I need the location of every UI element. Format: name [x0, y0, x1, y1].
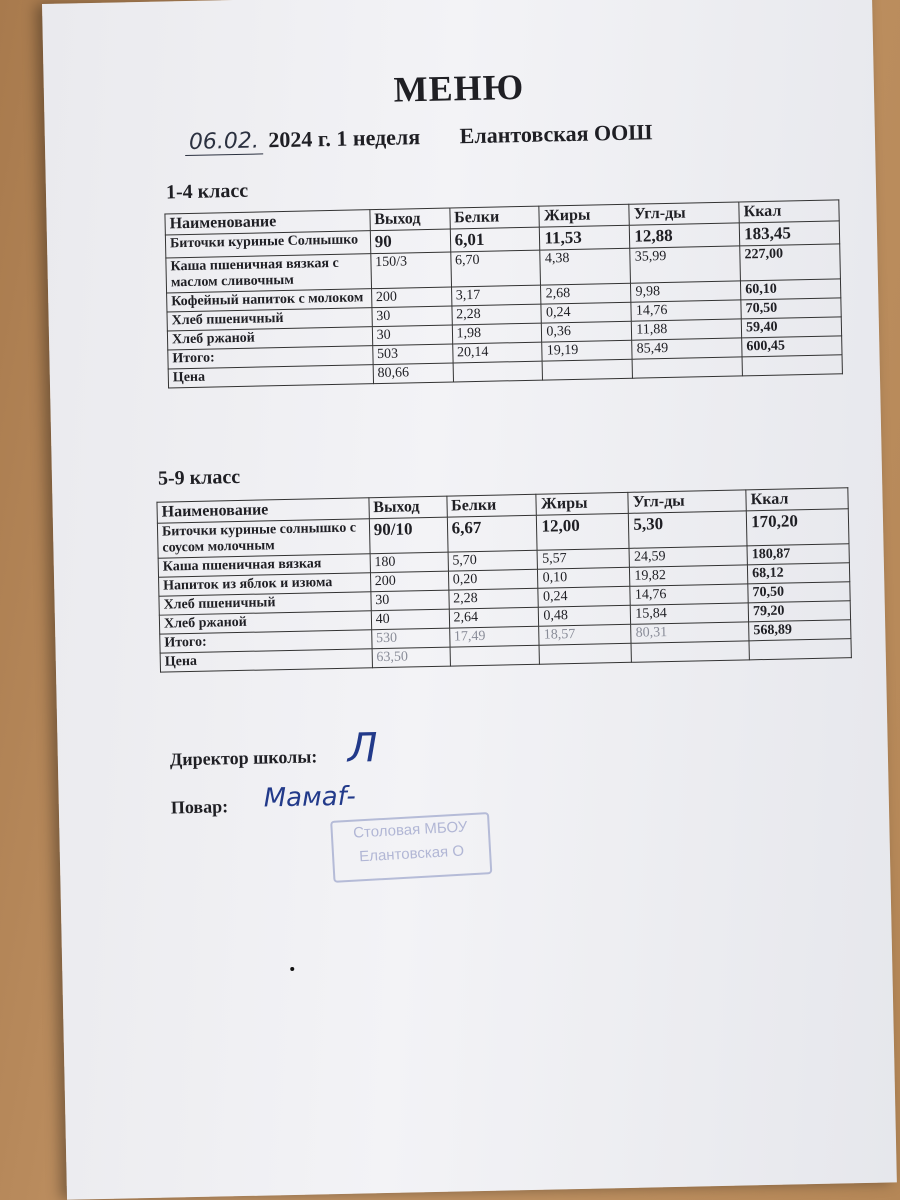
- cell-yield: 200: [371, 287, 451, 308]
- cell-protein: 6,67: [447, 515, 538, 552]
- cell-carbs: 9,98: [631, 281, 741, 302]
- stamp-line-1: Столовая МБОУ: [352, 818, 468, 842]
- cell-carbs: 14,76: [630, 584, 748, 605]
- cell-fat: 12,00: [537, 513, 630, 550]
- empty-cell: [540, 643, 632, 664]
- dish-name: Каша пшеничная вязкая с маслом сливочным: [166, 254, 371, 293]
- cell-carbs: 5,30: [629, 511, 747, 548]
- total-kcal: 568,89: [749, 620, 851, 641]
- ink-dot: [290, 967, 294, 971]
- cell-protein: 5,70: [448, 550, 538, 571]
- total-fat: 18,57: [539, 624, 631, 645]
- dish-name: Кофейный напиток с молоком: [167, 289, 372, 312]
- cook-signature: Мамаf-: [263, 781, 356, 814]
- total-yield: 530: [371, 628, 449, 649]
- cell-fat: 0,24: [541, 302, 631, 323]
- cell-kcal: 170,20: [746, 509, 849, 546]
- cell-carbs: 12,88: [630, 223, 740, 248]
- column-header: Жиры: [536, 492, 628, 515]
- cell-kcal: 70,50: [741, 298, 841, 319]
- column-header: Белки: [449, 206, 539, 229]
- total-carbs: 80,31: [631, 622, 749, 643]
- school-name: Елантовская ООШ: [459, 119, 653, 149]
- cell-kcal: 68,12: [748, 563, 850, 584]
- cell-carbs: 11,88: [632, 319, 742, 340]
- dish-name: Хлеб ржаной: [159, 611, 371, 634]
- dish-name: Биточки куриные Солнышко: [165, 231, 370, 258]
- total-label: Итого:: [168, 346, 373, 369]
- dish-name: Каша пшеничная вязкая: [158, 554, 370, 577]
- column-header: Ккал: [746, 488, 848, 511]
- cell-yield: 90: [370, 229, 450, 254]
- empty-cell: [543, 359, 633, 380]
- dish-name: Напиток из яблок и изюма: [159, 573, 371, 596]
- cell-protein: 2,28: [448, 588, 538, 609]
- cell-fat: 0,36: [542, 321, 632, 342]
- menu-table-5-9: [156, 487, 851, 672]
- total-yield: 503: [372, 344, 452, 365]
- empty-cell: [742, 355, 842, 376]
- column-header: Белки: [447, 494, 537, 517]
- section-title-1-4: 1-4 класс: [165, 179, 249, 204]
- cell-fat: 0,24: [538, 586, 630, 607]
- cell-protein: 6,70: [450, 250, 541, 287]
- cell-kcal: 60,10: [741, 279, 841, 300]
- price-label: Цена: [168, 365, 373, 388]
- total-carbs: 85,49: [632, 338, 742, 359]
- cell-yield: 200: [370, 571, 448, 592]
- dish-name: Хлеб пшеничный: [167, 308, 372, 331]
- cell-kcal: 180,87: [747, 544, 849, 565]
- total-protein: 17,49: [449, 626, 539, 647]
- cook-label: Повар:: [170, 796, 229, 818]
- cell-protein: 6,01: [450, 227, 540, 252]
- dish-name: Хлеб ржаной: [167, 327, 372, 350]
- cell-protein: 0,20: [448, 569, 538, 590]
- cell-kcal: 70,50: [748, 582, 850, 603]
- column-header: Наименование: [165, 210, 370, 235]
- total-fat: 19,19: [542, 340, 632, 361]
- column-header: Угл-ды: [628, 490, 746, 513]
- column-header: Наименование: [157, 498, 369, 523]
- cell-yield: 30: [371, 590, 449, 611]
- cell-yield: 30: [372, 306, 452, 327]
- cell-yield: 30: [372, 325, 452, 346]
- cell-fat: 4,38: [540, 248, 631, 285]
- column-header: Ккал: [739, 200, 839, 223]
- director-label: Директор школы:: [169, 746, 318, 770]
- total-kcal: 600,45: [742, 336, 842, 357]
- price-label: Цена: [160, 649, 372, 672]
- cell-fat: 0,48: [539, 605, 631, 626]
- cell-fat: 0,10: [538, 567, 630, 588]
- cell-carbs: 19,82: [630, 565, 748, 586]
- cell-kcal: 227,00: [740, 244, 841, 281]
- cell-protein: 1,98: [452, 323, 542, 344]
- cell-fat: 5,57: [538, 548, 630, 569]
- stamp-line-2: Елантовская О: [358, 842, 465, 866]
- column-header: Выход: [370, 208, 450, 231]
- empty-cell: [453, 361, 543, 382]
- printed-date: 2024 г. 1 неделя: [268, 124, 421, 153]
- cell-carbs: 15,84: [631, 603, 749, 624]
- cell-yield: 40: [371, 609, 449, 630]
- cell-protein: 2,64: [449, 607, 539, 628]
- cell-yield: 90/10: [369, 517, 448, 554]
- total-label: Итого:: [160, 630, 372, 653]
- menu-sheet: [42, 0, 897, 1200]
- column-header: Жиры: [539, 204, 629, 227]
- dish-name: Биточки куриные солнышко с соусом молочным: [157, 519, 369, 558]
- page-title: МЕНЮ: [393, 66, 525, 110]
- cell-kcal: 59,40: [741, 317, 841, 338]
- cell-carbs: 14,76: [631, 300, 741, 321]
- cell-carbs: 24,59: [629, 546, 747, 567]
- cell-yield: 150/3: [370, 252, 451, 289]
- cell-carbs: 35,99: [630, 246, 740, 283]
- cell-kcal: 183,45: [739, 221, 839, 246]
- cell-yield: 180: [370, 552, 448, 573]
- total-protein: 20,14: [452, 342, 542, 363]
- director-signature: Л: [347, 725, 379, 772]
- cell-protein: 3,17: [451, 285, 541, 306]
- column-header: Выход: [369, 496, 447, 519]
- column-header: Угл-ды: [629, 202, 739, 225]
- cell-kcal: 79,20: [748, 601, 850, 622]
- empty-cell: [631, 641, 749, 662]
- empty-cell: [632, 357, 742, 378]
- cell-fat: 2,68: [541, 283, 631, 304]
- stamp: [330, 812, 492, 883]
- price-value: 63,50: [372, 647, 450, 668]
- cell-fat: 11,53: [540, 225, 630, 250]
- handwritten-date: 06.02.: [185, 128, 264, 156]
- price-value: 80,66: [373, 363, 453, 384]
- empty-cell: [450, 645, 540, 666]
- date-line: [185, 119, 653, 155]
- section-title-5-9: 5-9 класс: [157, 465, 241, 490]
- empty-cell: [749, 639, 851, 660]
- menu-table-1-4: [164, 199, 843, 388]
- cell-protein: 2,28: [452, 304, 542, 325]
- dish-name: Хлеб пшеничный: [159, 592, 371, 615]
